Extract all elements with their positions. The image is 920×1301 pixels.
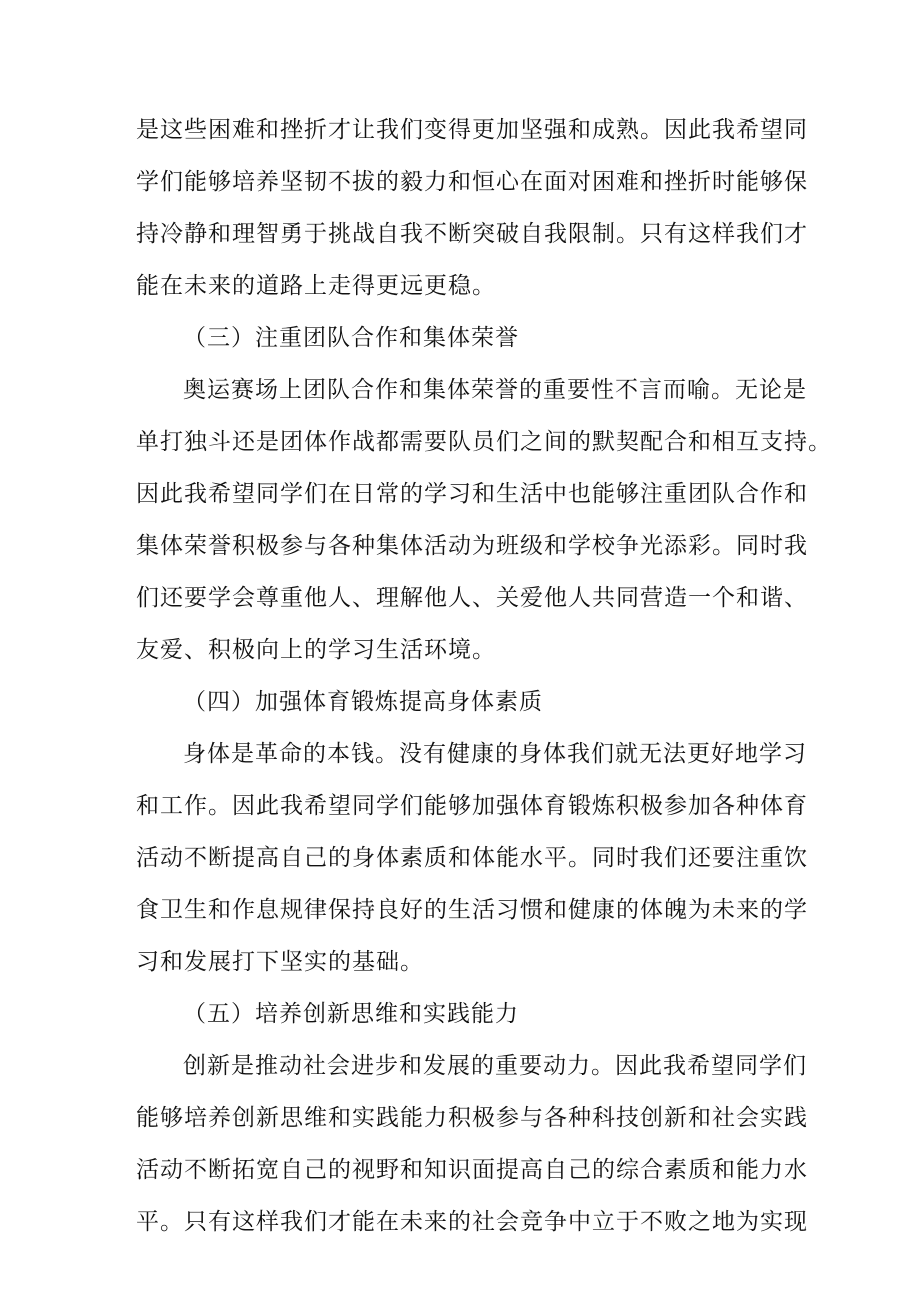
paragraph-line: 创新是推动社会进步和发展的重要动力。因此我希望同学们 xyxy=(183,1053,807,1079)
paragraph-line: 学们能够培养坚韧不拔的毅力和恒心在面对困难和挫折时能够保 xyxy=(136,169,808,195)
paragraph-line: 能够培养创新思维和实践能力积极参与各种科技创新和社会实践 xyxy=(136,1105,808,1131)
section-heading-3: （三）注重团队合作和集体荣誉 xyxy=(183,325,519,351)
paragraph-line: 活动不断提高自己的身体素质和体能水平。同时我们还要注重饮 xyxy=(136,845,808,871)
paragraph-line: 平。只有这样我们才能在未来的社会竞争中立于不败之地为实现 xyxy=(136,1209,808,1235)
paragraph-line: 集体荣誉积极参与各种集体活动为班级和学校争光添彩。同时我 xyxy=(136,533,808,559)
paragraph-line: 是这些困难和挫折才让我们变得更加坚强和成熟。因此我希望同 xyxy=(136,117,808,143)
paragraph-line: 活动不断拓宽自己的视野和知识面提高自己的综合素质和能力水 xyxy=(136,1157,808,1183)
paragraph-line: 身体是革命的本钱。没有健康的身体我们就无法更好地学习 xyxy=(183,741,807,767)
paragraph-line: 和工作。因此我希望同学们能够加强体育锻炼积极参加各种体育 xyxy=(136,793,808,819)
section-heading-4: （四）加强体育锻炼提高身体素质 xyxy=(183,689,543,715)
paragraph-line: 食卫生和作息规律保持良好的生活习惯和健康的体魄为未来的学 xyxy=(136,897,808,923)
paragraph-line: 友爱、积极向上的学习生活环境。 xyxy=(136,637,496,663)
section-heading-5: （五）培养创新思维和实践能力 xyxy=(183,1001,519,1027)
paragraph-line: 们还要学会尊重他人、理解他人、关爱他人共同营造一个和谐、 xyxy=(136,585,808,611)
paragraph-line: 能在未来的道路上走得更远更稳。 xyxy=(136,273,496,299)
paragraph-line: 单打独斗还是团体作战都需要队员们之间的默契配合和相互支持。 xyxy=(136,429,832,455)
paragraph-line: 持冷静和理智勇于挑战自我不断突破自我限制。只有这样我们才 xyxy=(136,221,808,247)
paragraph-line: 奥运赛场上团队合作和集体荣誉的重要性不言而喻。无论是 xyxy=(183,377,807,403)
paragraph-line: 因此我希望同学们在日常的学习和生活中也能够注重团队合作和 xyxy=(136,481,808,507)
paragraph-line: 习和发展打下坚实的基础。 xyxy=(136,949,424,975)
